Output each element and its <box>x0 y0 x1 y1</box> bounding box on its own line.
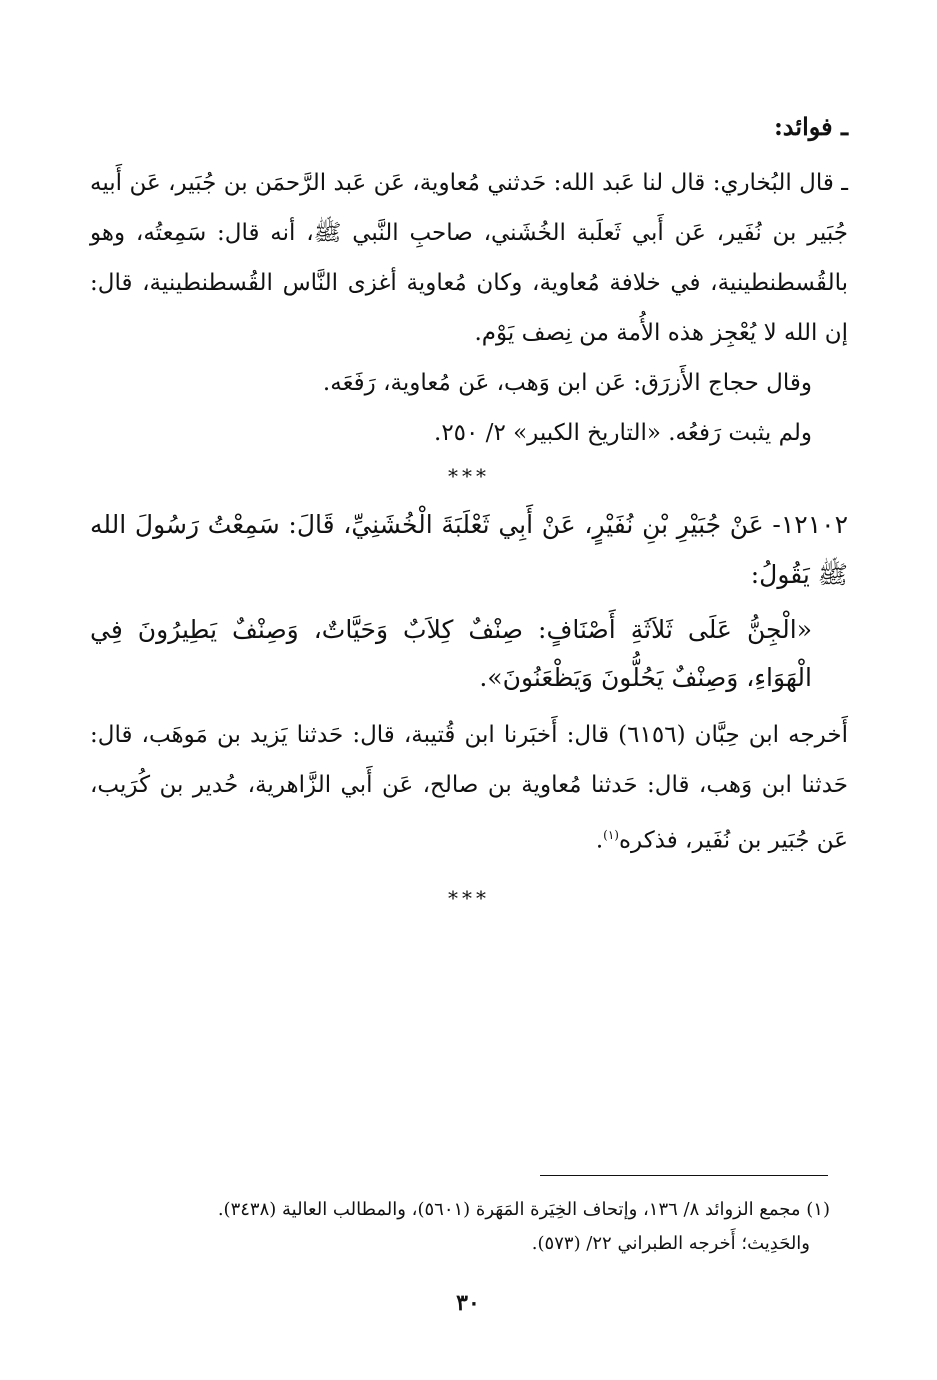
tarikh-reference: ولم يثبت رَفعُه. «التاريخ الكبير» ٢/ ٢٥٠. <box>434 420 812 446</box>
separator-stars-2: *** <box>448 885 490 910</box>
footnote-divider <box>540 1175 828 1176</box>
section-heading: ـ فوائد: <box>773 112 848 141</box>
separator-stars: *** <box>448 464 490 488</box>
hadith-header: ١٢١٠٢- عَنْ جُبَيْرِ بْنِ نُفَيْرٍ، عَنْ أَبِي ثَعْلَبَةَ الْخُشَنِيِّ، قَالَ: سَمِعْتُ رَسُولَ الله ﷺ يَقُولُ: <box>90 510 848 589</box>
takhrij-end: . <box>595 827 604 854</box>
footnote-line-1: (١) مجمع الزوائد ٨/ ١٣٦، وإتحاف الخِيَرة المَهَرة (٥٦٠١)، والمطالب العالية (٣٤٣٨). <box>217 1199 830 1220</box>
page-body <box>90 110 848 922</box>
footnote-reference: (١) <box>603 828 619 842</box>
footnote-line-2: والحَدِيث؛ أَخرجه الطبراني ٢٢/ (٥٧٣). <box>531 1233 810 1254</box>
takhrij-paragraph <box>90 710 848 866</box>
footnotes <box>150 1193 830 1261</box>
takhrij-text: أَخرجه ابن حِبَّان (٦١٥٦) قال: أَخبَرنا ابن قُتيبة، قال: حَدثنا يَزيد بن مَوهَب، قال: حَدثنا ابن وَهب، قال: حَدثنا مُعاوية بن صالح، عَن أَبي الزَّاهرية، حُدير بن كُرَيب، عَن جُبَير بن نُفَير، فذكره <box>90 722 848 854</box>
page-number: ٣٠ <box>456 1290 480 1316</box>
hadith-text: «الْجِنُّ عَلَى ثَلاَثَةِ أَصْنَافٍ: صِنْفٌ كِلاَبٌ وَحَيَّاتٌ، وَصِنْفٌ يَطِيرُونَ فِي الْهَوَاءِ، وَصِنْفٌ يَحُلُّونَ وَيَظْعَنُونَ». <box>90 615 812 692</box>
bukhari-paragraph: ـ قال البُخاري: قال لنا عَبد الله: حَدثني مُعاوية، عَن عَبد الرَّحمَن بن جُبَير، عَن أَبيه جُبَير بن نُفَير، عَن أَبي ثَعلَبة الخُشَني، صاحبِ النَّبي ﷺ، أنه قال: سَمِعتُه، وهو بالقُسطنطينية، في خلافة مُعاوية، وكان مُعاوية أغزى النَّاس القُسطنطينية، قال: إن الله لا يُعْجِز هذه الأُمة من نِصف يَوْم. <box>90 170 848 346</box>
hajjaj-paragraph: وقال حجاج الأَزرَق: عَن ابن وَهب، عَن مُعاوية، رَفَعَه. <box>322 370 812 396</box>
